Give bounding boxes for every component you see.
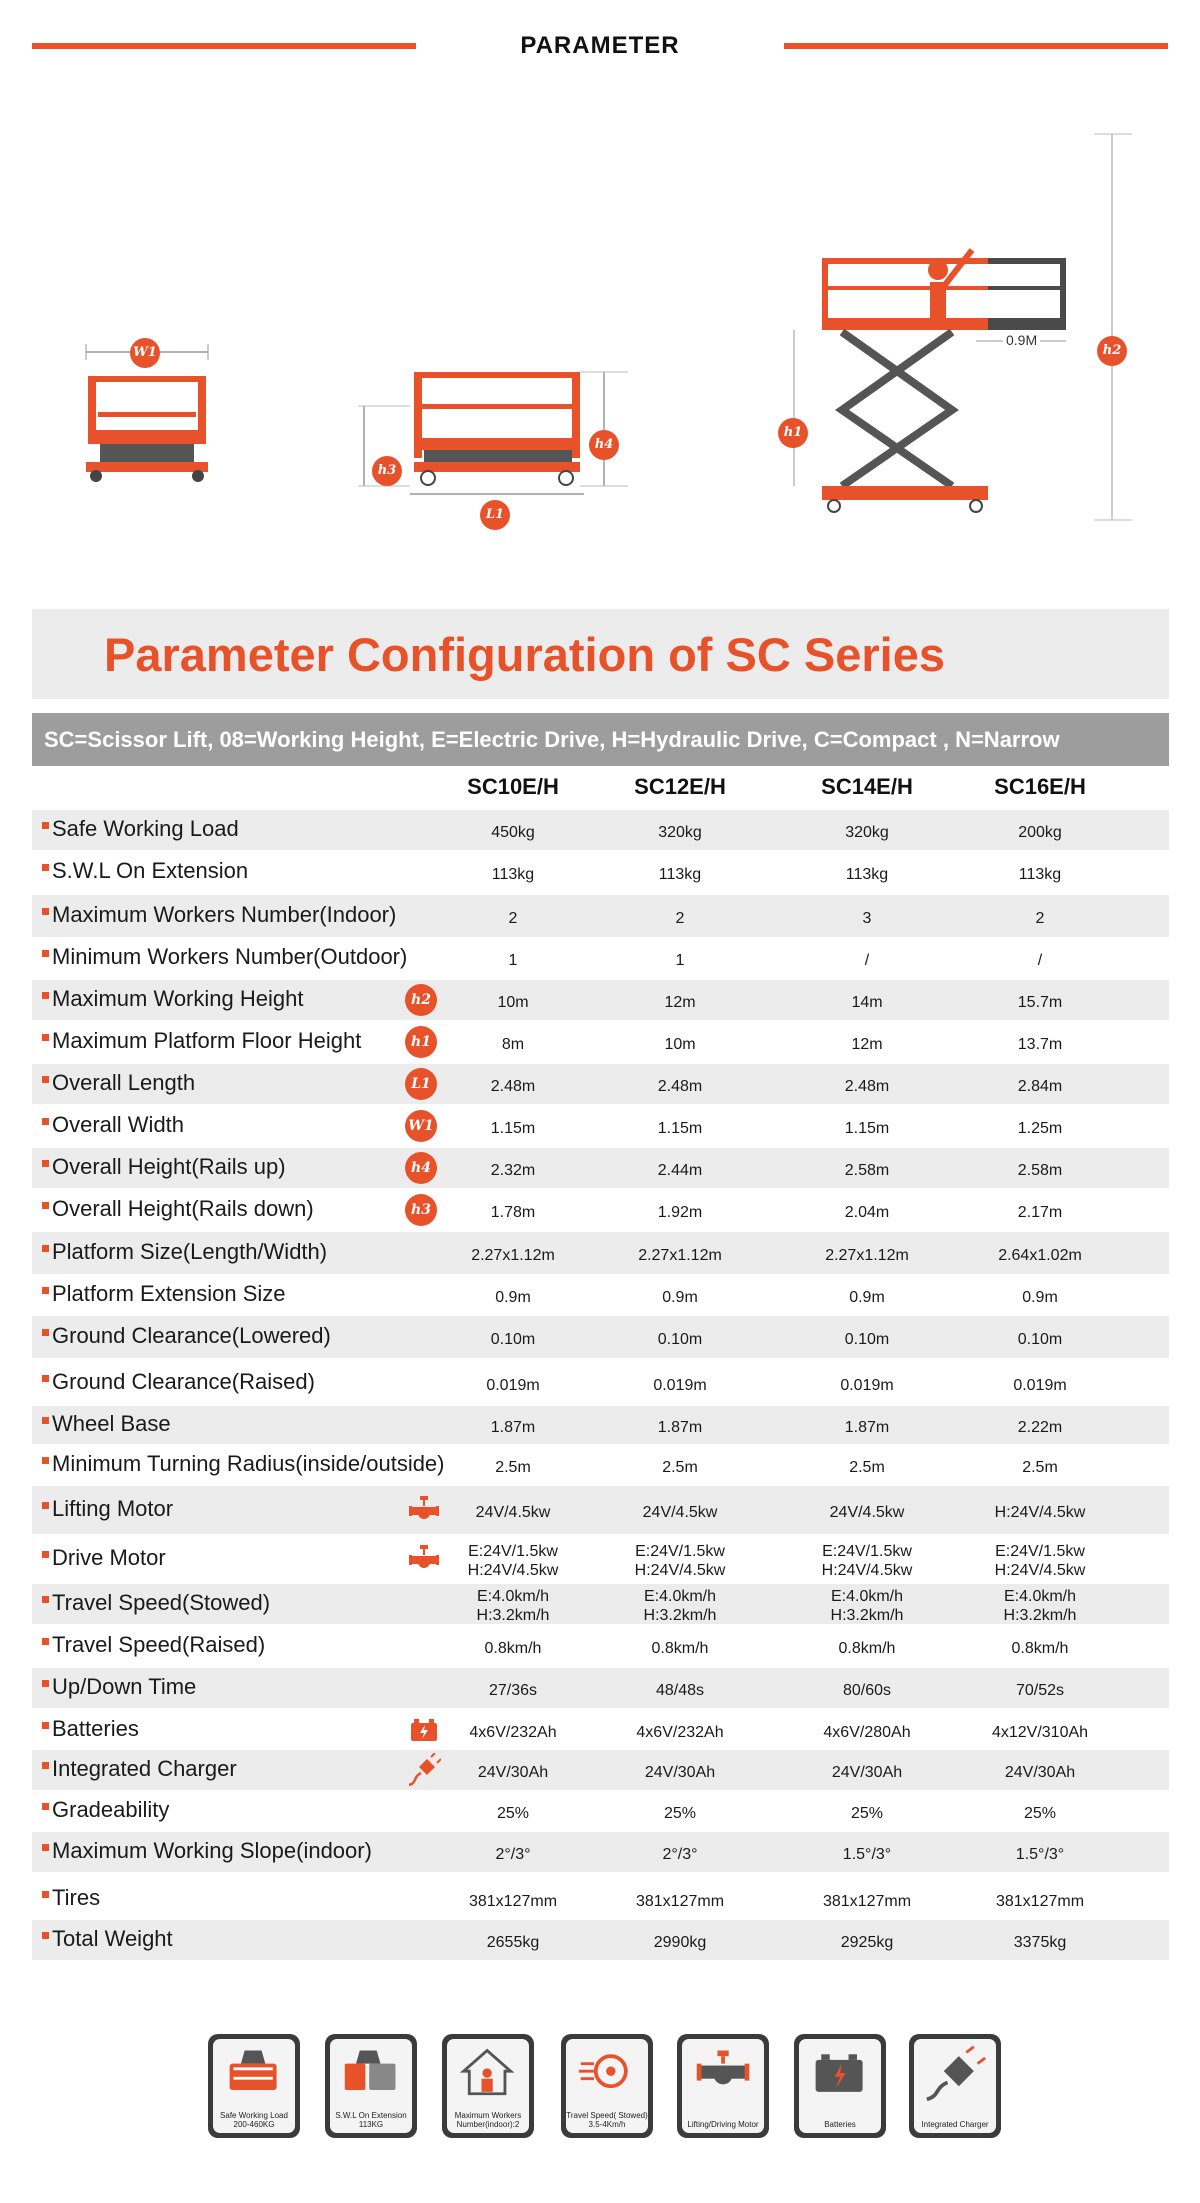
spec-row bbox=[32, 938, 1169, 978]
feature-card-inner bbox=[447, 2039, 529, 2133]
spec-cell: 0.9m bbox=[662, 1288, 698, 1306]
lift-diagrams bbox=[0, 110, 1200, 570]
feature-caption: Maximum Workers Number(indoor):2 bbox=[454, 2111, 522, 2129]
spec-cell: 113kg bbox=[491, 865, 535, 883]
spec-cell: 0.019m bbox=[840, 1376, 894, 1394]
spec-cell: E:4.0km/h H:3.2km/h bbox=[1003, 1588, 1077, 1624]
spec-row bbox=[32, 895, 1169, 937]
spec-cell: 0.8km/h bbox=[484, 1639, 542, 1657]
row-bullet bbox=[42, 1329, 49, 1336]
spec-cell: 24V/30Ah bbox=[831, 1763, 903, 1781]
row-bullet bbox=[42, 1034, 49, 1041]
spec-row bbox=[32, 1710, 1169, 1750]
spec-cell: 1 bbox=[675, 951, 685, 969]
spec-row bbox=[32, 1362, 1169, 1404]
spec-cell: 2990kg bbox=[653, 1933, 707, 1951]
spec-cell: 4x6V/280Ah bbox=[823, 1723, 911, 1741]
section-header bbox=[0, 28, 1200, 68]
row-bullet bbox=[42, 992, 49, 999]
row-bullet bbox=[42, 1118, 49, 1125]
spec-cell: 2.84m bbox=[1017, 1077, 1063, 1095]
feature-caption: Batteries bbox=[824, 2120, 856, 2129]
spec-cell: 113kg bbox=[1018, 865, 1062, 883]
feature-icon-strip bbox=[0, 2034, 1200, 2144]
row-bullet bbox=[42, 1287, 49, 1294]
safe-working-load-icon bbox=[224, 2045, 286, 2103]
row-label: Overall Height(Rails down) bbox=[52, 1196, 314, 1221]
spec-cell: E:4.0km/h H:3.2km/h bbox=[476, 1588, 550, 1624]
spec-cell: 1.15m bbox=[490, 1119, 536, 1137]
feature-card bbox=[208, 2034, 300, 2138]
row-label: Minimum Workers Number(Outdoor) bbox=[52, 944, 408, 969]
spec-cell: 2.5m bbox=[849, 1458, 885, 1476]
row-label: Overall Width bbox=[52, 1112, 185, 1137]
model-legend-bar: SC=Scissor Lift, 08=Working Height, E=Electric Drive, H=Hydraulic Drive, C=Compact , N=Narrow bbox=[32, 713, 1169, 766]
spec-cell: 1.25m bbox=[1017, 1119, 1063, 1137]
spec-cell: E:24V/1.5kw H:24V/4.5kw bbox=[994, 1543, 1086, 1579]
row-label: Overall Length bbox=[52, 1070, 196, 1095]
spec-cell: 3375kg bbox=[1013, 1933, 1067, 1951]
row-label: Platform Size(Length/Width) bbox=[52, 1239, 328, 1264]
extension-label: 0.9M bbox=[1003, 332, 1040, 348]
row-label: Tires bbox=[52, 1885, 101, 1910]
spec-cell: 0.8km/h bbox=[838, 1639, 896, 1657]
spec-cell: 24V/30Ah bbox=[1004, 1763, 1076, 1781]
spec-cell: 1.87m bbox=[490, 1418, 536, 1436]
row-bullet bbox=[42, 1417, 49, 1424]
spec-row bbox=[32, 1106, 1169, 1146]
feature-card-inner bbox=[914, 2039, 996, 2133]
row-label: Maximum Working Slope(indoor) bbox=[52, 1838, 372, 1863]
spec-cell: 0.8km/h bbox=[1011, 1639, 1069, 1657]
spec-cell: 70/52s bbox=[1015, 1681, 1065, 1699]
spec-cell: 2.5m bbox=[1022, 1458, 1058, 1476]
row-label: Wheel Base bbox=[52, 1411, 171, 1436]
config-title-band bbox=[32, 609, 1169, 699]
spec-cell: / bbox=[864, 951, 870, 969]
row-label: Maximum Workers Number(Indoor) bbox=[52, 902, 397, 927]
spec-cell: 0.10m bbox=[657, 1330, 703, 1348]
spec-cell: 0.019m bbox=[1013, 1376, 1067, 1394]
spec-cell: 10m bbox=[497, 993, 529, 1011]
spec-cell: E:24V/1.5kw H:24V/4.5kw bbox=[821, 1543, 913, 1579]
row-bullet bbox=[42, 1932, 49, 1939]
spec-cell: 2.27x1.12m bbox=[825, 1246, 909, 1264]
spec-cell: 24V/4.5kw bbox=[642, 1503, 718, 1521]
spec-row bbox=[32, 1232, 1169, 1274]
feature-card bbox=[442, 2034, 534, 2138]
feature-card bbox=[325, 2034, 417, 2138]
spec-row bbox=[32, 1878, 1169, 1920]
spec-cell: 1.15m bbox=[657, 1119, 703, 1137]
feature-caption: Integrated Charger bbox=[921, 2120, 989, 2129]
spec-cell: 3 bbox=[862, 909, 872, 927]
spec-cell: 200kg bbox=[1018, 823, 1062, 841]
spec-cell: 113kg bbox=[658, 865, 702, 883]
spec-cell: H:24V/4.5kw bbox=[994, 1503, 1086, 1521]
spec-cell: 2°/3° bbox=[495, 1845, 531, 1863]
row-label: Ground Clearance(Lowered) bbox=[52, 1323, 331, 1348]
raised-view-diagram bbox=[794, 134, 1132, 520]
model-header-row bbox=[0, 774, 1200, 806]
spec-cell: 381x127mm bbox=[822, 1892, 912, 1910]
spec-row bbox=[32, 852, 1169, 892]
row-bullet bbox=[42, 1551, 49, 1558]
row-bullet bbox=[42, 1638, 49, 1645]
row-bullet bbox=[42, 1245, 49, 1252]
row-bullet bbox=[42, 1502, 49, 1509]
spec-cell: 2°/3° bbox=[662, 1845, 698, 1863]
spec-cell: 381x127mm bbox=[635, 1892, 725, 1910]
badge-h3: h3 bbox=[372, 456, 402, 486]
row-label: Minimum Turning Radius(inside/outside) bbox=[52, 1451, 445, 1476]
spec-cell: 8m bbox=[501, 1035, 525, 1053]
row-bullet bbox=[42, 1202, 49, 1209]
row-bullet bbox=[42, 822, 49, 829]
spec-row bbox=[32, 1316, 1169, 1358]
lifting-driving-motor-icon bbox=[693, 2045, 755, 2103]
feature-caption: S.W.L On Extension 113KG bbox=[335, 2111, 407, 2129]
feature-card-inner bbox=[566, 2039, 648, 2133]
spec-row bbox=[32, 810, 1169, 850]
spec-cell: / bbox=[1037, 951, 1043, 969]
spec-row bbox=[32, 1486, 1169, 1534]
row-label: Total Weight bbox=[52, 1926, 173, 1951]
spec-cell: 13.7m bbox=[1017, 1035, 1063, 1053]
spec-cell: E:4.0km/h H:3.2km/h bbox=[643, 1588, 717, 1624]
row-label: Overall Height(Rails up) bbox=[52, 1154, 286, 1179]
spec-cell: 24V/30Ah bbox=[644, 1763, 716, 1781]
spec-cell: 2.32m bbox=[490, 1161, 536, 1179]
dimension-badge: W1 bbox=[405, 1110, 437, 1142]
spec-row bbox=[32, 1022, 1169, 1062]
dimension-badge: h3 bbox=[405, 1194, 437, 1226]
spec-cell: 2 bbox=[1035, 909, 1045, 927]
spec-cell: 27/36s bbox=[488, 1681, 538, 1699]
spec-cell: 2.17m bbox=[1017, 1203, 1063, 1221]
row-bullet bbox=[42, 1457, 49, 1464]
spec-cell: 24V/4.5kw bbox=[829, 1503, 905, 1521]
feature-card-inner bbox=[799, 2039, 881, 2133]
spec-cell: 2 bbox=[508, 909, 518, 927]
spec-cell: 2.44m bbox=[657, 1161, 703, 1179]
row-bullet bbox=[42, 1891, 49, 1898]
row-label: Maximum Working Height bbox=[52, 986, 304, 1011]
integrated-charger-icon bbox=[925, 2045, 987, 2103]
row-bullet bbox=[42, 908, 49, 915]
spec-cell: 0.019m bbox=[653, 1376, 707, 1394]
spec-cell: 1.87m bbox=[657, 1418, 703, 1436]
spec-cell: E:24V/1.5kw H:24V/4.5kw bbox=[467, 1543, 559, 1579]
spec-cell: 0.019m bbox=[486, 1376, 540, 1394]
row-label: Ground Clearance(Raised) bbox=[52, 1369, 315, 1394]
spec-cell: 12m bbox=[851, 1035, 883, 1053]
spec-cell: 4x6V/232Ah bbox=[636, 1723, 724, 1741]
dimension-badge: h1 bbox=[405, 1026, 437, 1058]
spec-cell: 4x6V/232Ah bbox=[469, 1723, 557, 1741]
dimension-badge: h4 bbox=[405, 1152, 437, 1184]
row-bullet bbox=[42, 1596, 49, 1603]
row-bullet bbox=[42, 950, 49, 957]
model-header: SC14E/H bbox=[821, 774, 913, 799]
config-title: Parameter Configuration of SC Series bbox=[104, 628, 945, 681]
spec-cell: 0.9m bbox=[849, 1288, 885, 1306]
spec-cell: 0.10m bbox=[844, 1330, 890, 1348]
spec-cell: 320kg bbox=[845, 823, 889, 841]
spec-row bbox=[32, 1750, 1169, 1790]
badge-h1: h1 bbox=[778, 418, 808, 448]
spec-cell: 48/48s bbox=[655, 1681, 705, 1699]
spec-cell: 2.58m bbox=[1017, 1161, 1063, 1179]
row-label: Integrated Charger bbox=[52, 1756, 237, 1781]
row-bullet bbox=[42, 1375, 49, 1382]
row-label: S.W.L On Extension bbox=[52, 858, 249, 883]
spec-cell: 381x127mm bbox=[468, 1892, 558, 1910]
feature-card bbox=[909, 2034, 1001, 2138]
spec-cell: 1.15m bbox=[844, 1119, 890, 1137]
spec-row bbox=[32, 1148, 1169, 1188]
spec-cell: 0.9m bbox=[495, 1288, 531, 1306]
spec-cell: 2.48m bbox=[657, 1077, 703, 1095]
spec-cell: 2.58m bbox=[844, 1161, 890, 1179]
spec-cell: 1.92m bbox=[657, 1203, 703, 1221]
spec-cell: 450kg bbox=[491, 823, 535, 841]
spec-cell: 0.9m bbox=[1022, 1288, 1058, 1306]
batteries-icon bbox=[810, 2045, 872, 2103]
spec-cell: 2.27x1.12m bbox=[638, 1246, 722, 1264]
row-bullet bbox=[42, 1722, 49, 1729]
spec-cell: 0.10m bbox=[1017, 1330, 1063, 1348]
badge-h2: h2 bbox=[1097, 336, 1127, 366]
spec-cell: 1.5°/3° bbox=[1015, 1845, 1065, 1863]
spec-cell: 25% bbox=[850, 1804, 884, 1822]
spec-cell: 2.5m bbox=[662, 1458, 698, 1476]
feature-card bbox=[561, 2034, 653, 2138]
feature-card-inner bbox=[213, 2039, 295, 2133]
spec-cell: 24V/4.5kw bbox=[475, 1503, 551, 1521]
spec-cell: 320kg bbox=[658, 823, 702, 841]
spec-row bbox=[32, 980, 1169, 1020]
row-label: Batteries bbox=[52, 1716, 139, 1741]
spec-row bbox=[32, 1668, 1169, 1708]
spec-cell: 2 bbox=[675, 909, 685, 927]
spec-row bbox=[32, 1920, 1169, 1960]
spec-cell: 4x12V/310Ah bbox=[991, 1723, 1089, 1741]
feature-caption: Lifting/Driving Motor bbox=[687, 2120, 759, 2129]
row-bullet bbox=[42, 1844, 49, 1851]
header-title: PARAMETER bbox=[520, 32, 680, 59]
header-rule-right bbox=[784, 43, 1168, 49]
spec-row bbox=[32, 1406, 1169, 1444]
model-header: SC16E/H bbox=[994, 774, 1086, 799]
spec-row bbox=[32, 1792, 1169, 1830]
spec-row bbox=[32, 1832, 1169, 1872]
row-label: Safe Working Load bbox=[52, 816, 239, 841]
feature-card bbox=[794, 2034, 886, 2138]
row-bullet bbox=[42, 1076, 49, 1083]
spec-cell: 24V/30Ah bbox=[477, 1763, 549, 1781]
spec-cell: 2.04m bbox=[844, 1203, 890, 1221]
spec-cell: 10m bbox=[664, 1035, 696, 1053]
spec-cell: 80/60s bbox=[842, 1681, 892, 1699]
spec-row bbox=[32, 1446, 1169, 1484]
feature-caption: Safe Working Load 200-460KG bbox=[220, 2111, 288, 2129]
feature-card bbox=[677, 2034, 769, 2138]
spec-cell: 2.48m bbox=[844, 1077, 890, 1095]
spec-cell: 2655kg bbox=[486, 1933, 540, 1951]
spec-row bbox=[32, 1584, 1169, 1624]
spec-cell: 1.87m bbox=[844, 1418, 890, 1436]
row-label: Gradeability bbox=[52, 1797, 170, 1822]
row-bullet bbox=[42, 1680, 49, 1687]
spec-cell: 0.8km/h bbox=[651, 1639, 709, 1657]
model-header: SC12E/H bbox=[634, 774, 726, 799]
model-header: SC10E/H bbox=[467, 774, 559, 799]
spec-row bbox=[32, 1536, 1169, 1582]
row-label: Travel Speed(Raised) bbox=[52, 1632, 266, 1657]
spec-cell: 381x127mm bbox=[995, 1892, 1085, 1910]
spec-cell: 12m bbox=[664, 993, 696, 1011]
spec-cell: 2.5m bbox=[495, 1458, 531, 1476]
spec-cell: 15.7m bbox=[1017, 993, 1063, 1011]
spec-cell: E:4.0km/h H:3.2km/h bbox=[830, 1588, 904, 1624]
spec-cell: 1 bbox=[508, 951, 518, 969]
max-workers-icon bbox=[458, 2045, 520, 2103]
spec-cell: 2925kg bbox=[840, 1933, 894, 1951]
feature-caption: Travel Speed( Stowed) 3.5-4Km/h bbox=[566, 2111, 648, 2129]
row-bullet bbox=[42, 1762, 49, 1769]
spec-cell: 2.22m bbox=[1017, 1418, 1063, 1436]
badge-l1: L1 bbox=[480, 500, 510, 530]
dimension-badge: L1 bbox=[405, 1068, 437, 1100]
spec-cell: E:24V/1.5kw H:24V/4.5kw bbox=[634, 1543, 726, 1579]
spec-row bbox=[32, 1276, 1169, 1314]
spec-cell: 1.5°/3° bbox=[842, 1845, 892, 1863]
spec-cell: 2.48m bbox=[490, 1077, 536, 1095]
row-label: Lifting Motor bbox=[52, 1496, 174, 1521]
travel-speed-icon bbox=[577, 2045, 639, 2103]
row-bullet bbox=[42, 864, 49, 871]
spec-row bbox=[32, 1064, 1169, 1104]
dimension-badge: h2 bbox=[405, 984, 437, 1016]
spec-cell: 113kg bbox=[845, 865, 889, 883]
spec-row bbox=[32, 1190, 1169, 1230]
spec-cell: 25% bbox=[1023, 1804, 1057, 1822]
spec-cell: 14m bbox=[851, 993, 883, 1011]
spec-cell: 25% bbox=[663, 1804, 697, 1822]
row-label: Travel Speed(Stowed) bbox=[52, 1590, 271, 1615]
row-label: Drive Motor bbox=[52, 1545, 166, 1570]
spec-cell: 25% bbox=[496, 1804, 530, 1822]
swl-extension-icon bbox=[341, 2045, 403, 2103]
spec-cell: 2.27x1.12m bbox=[471, 1246, 555, 1264]
row-bullet bbox=[42, 1803, 49, 1810]
row-bullet bbox=[42, 1160, 49, 1167]
row-label: Maximum Platform Floor Height bbox=[52, 1028, 362, 1053]
badge-h4: h4 bbox=[589, 430, 619, 460]
spec-cell: 2.64x1.02m bbox=[998, 1246, 1082, 1264]
feature-card-inner bbox=[682, 2039, 764, 2133]
spec-cell: 1.78m bbox=[490, 1203, 536, 1221]
row-label: Platform Extension Size bbox=[52, 1281, 286, 1306]
badge-w1: W1 bbox=[130, 338, 160, 368]
feature-card-inner bbox=[330, 2039, 412, 2133]
spec-row bbox=[32, 1626, 1169, 1666]
spec-cell: 0.10m bbox=[490, 1330, 536, 1348]
row-label: Up/Down Time bbox=[52, 1674, 197, 1699]
